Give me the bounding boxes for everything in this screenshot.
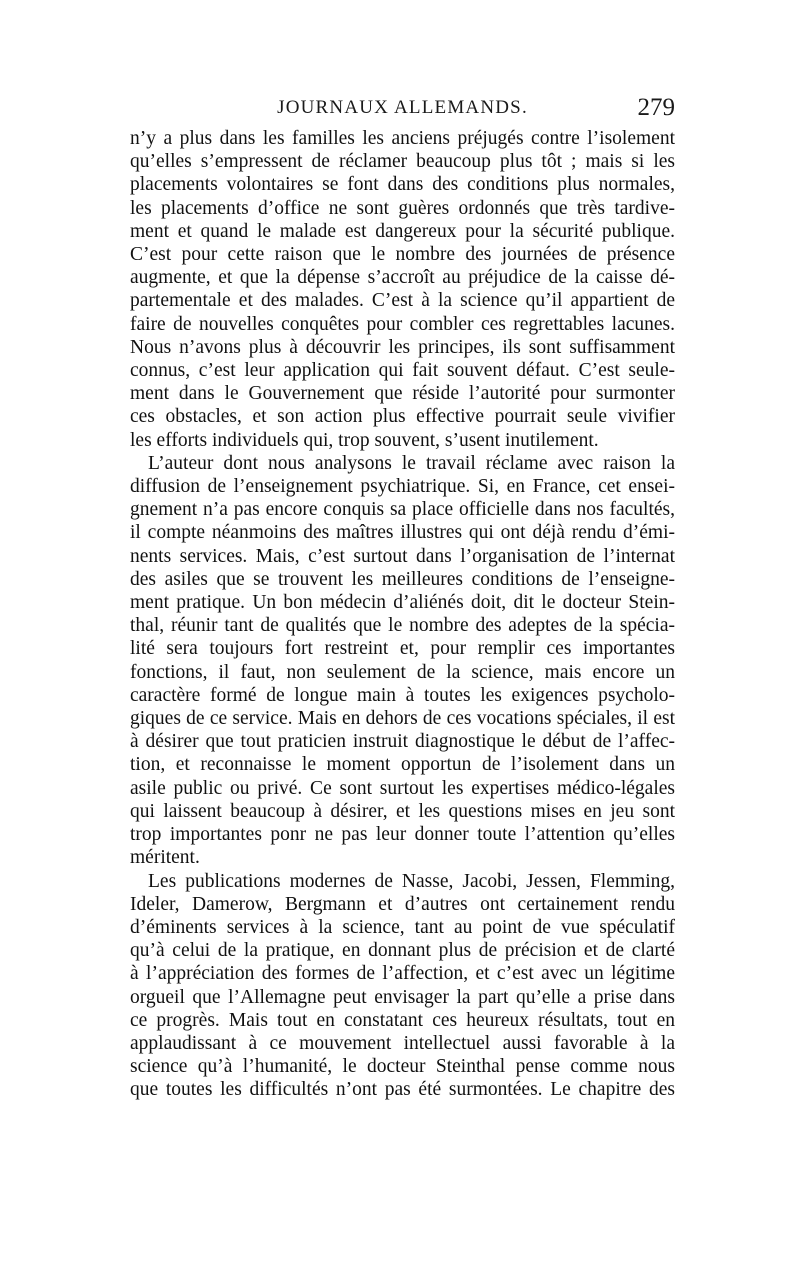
text-line: ces obstacles, et son action plus effective pourrait seule vivifier bbox=[130, 406, 675, 428]
text-line: orgueil que l’Allemagne peut envisager la part qu’elle a prise dans bbox=[130, 986, 675, 1008]
body-text bbox=[130, 127, 675, 1102]
page-number: 279 bbox=[637, 94, 675, 121]
text-line: science qu’à l’humanité, le docteur Steinthal pense comme nous bbox=[130, 1056, 675, 1078]
text-line: les placements d’office ne sont guères ordonnés que très tardive- bbox=[130, 197, 675, 219]
text-line: à l’appréciation des formes de l’affection, et c’est avec un légitime bbox=[130, 963, 675, 985]
text-line: caractère formé de longue main à toutes les exigences psycholo- bbox=[130, 684, 675, 706]
text-line: diffusion de l’enseignement psychiatrique. Si, en France, cet ensei- bbox=[130, 476, 675, 498]
text-line: applaudissant à ce mouvement intellectuel aussi favorable à la bbox=[130, 1032, 675, 1054]
text-line: Nous n’avons plus à découvrir les principes, ils sont suffisamment bbox=[130, 336, 675, 358]
text-line: des asiles que se trouvent les meilleures conditions de l’enseigne- bbox=[130, 568, 675, 590]
text-line: trop importantes ponr ne pas leur donner toute l’attention qu’elles bbox=[130, 824, 675, 846]
text-line: Ideler, Damerow, Bergmann et d’autres ont certainement rendu bbox=[130, 893, 675, 915]
text-line: que toutes les difficultés n’ont pas été surmontées. Le chapitre des bbox=[130, 1079, 675, 1101]
text-line: Les publications modernes de Nasse, Jacobi, Jessen, Flemming, bbox=[148, 870, 675, 892]
text-line: qu’elles s’empressent de réclamer beaucoup plus tôt ; mais si les bbox=[130, 151, 675, 173]
text-line: augmente, et que la dépense s’accroît au préjudice de la caisse dé- bbox=[130, 267, 675, 289]
text-line: ment pratique. Un bon médecin d’aliénés doit, dit le docteur Stein- bbox=[130, 592, 675, 614]
text-line: L’auteur dont nous analysons le travail réclame avec raison la bbox=[148, 452, 675, 474]
text-line: méritent. bbox=[130, 847, 200, 869]
text-line: nents services. Mais, c’est surtout dans l’organisation de l’internat bbox=[130, 545, 675, 567]
running-title: JOURNAUX ALLEMANDS. bbox=[277, 97, 528, 118]
text-line: ce progrès. Mais tout en constatant ces heureux résultats, tout en bbox=[130, 1009, 675, 1031]
text-line: lité sera toujours fort restreint et, pour remplir ces importantes bbox=[130, 638, 675, 660]
text-line: les efforts individuels qui, trop souvent, s’usent inutilement. bbox=[130, 429, 599, 451]
text-line: thal, réunir tant de qualités que le nombre des adeptes de la spécia- bbox=[130, 615, 675, 637]
text-line: partementale et des malades. C’est à la science qu’il appartient de bbox=[130, 290, 675, 312]
paragraph-2 bbox=[130, 452, 675, 870]
text-line: qui laissent beaucoup à désirer, et les questions mises en jeu sont bbox=[130, 800, 675, 822]
text-line: connus, c’est leur application qui fait souvent défaut. C’est seule- bbox=[130, 360, 675, 382]
text-line: fonctions, il faut, non seulement de la science, mais encore un bbox=[130, 661, 675, 683]
text-line: ment dans le Gouvernement que réside l’autorité pour surmonter bbox=[130, 383, 675, 405]
text-line: giques de ce service. Mais en dehors de ces vocations spéciales, il est bbox=[130, 708, 675, 730]
text-line: qu’à celui de la pratique, en donnant plus de précision et de clarté bbox=[130, 940, 675, 962]
text-line: gnement n’a pas encore conquis sa place officielle dans nos facultés, bbox=[130, 499, 675, 521]
text-line: d’éminents services à la science, tant au point de vue spéculatif bbox=[130, 916, 675, 938]
paragraph-1 bbox=[130, 127, 675, 452]
text-line: n’y a plus dans les familles les anciens préjugés contre l’isolement bbox=[130, 128, 675, 149]
text-line: ment et quand le malade est dangereux pour la sécurité publique. bbox=[130, 220, 675, 242]
text-line: il compte néanmoins des maîtres illustres qui ont déjà rendu d’émi- bbox=[130, 522, 675, 544]
text-line: asile public ou privé. Ce sont surtout les expertises médico-légales bbox=[130, 777, 675, 799]
running-head bbox=[130, 93, 675, 123]
paragraph-3 bbox=[130, 870, 675, 1102]
text-line: faire de nouvelles conquêtes pour combler ces regrettables lacunes. bbox=[130, 313, 675, 335]
text-line: placements volontaires se font dans des conditions plus normales, bbox=[130, 174, 675, 196]
text-line: C’est pour cette raison que le nombre des journées de présence bbox=[130, 244, 675, 266]
text-line: tion, et reconnaisse le moment opportun de l’isolement dans un bbox=[130, 754, 675, 776]
text-line: à désirer que tout praticien instruit diagnostique le début de l’affec- bbox=[130, 731, 675, 753]
